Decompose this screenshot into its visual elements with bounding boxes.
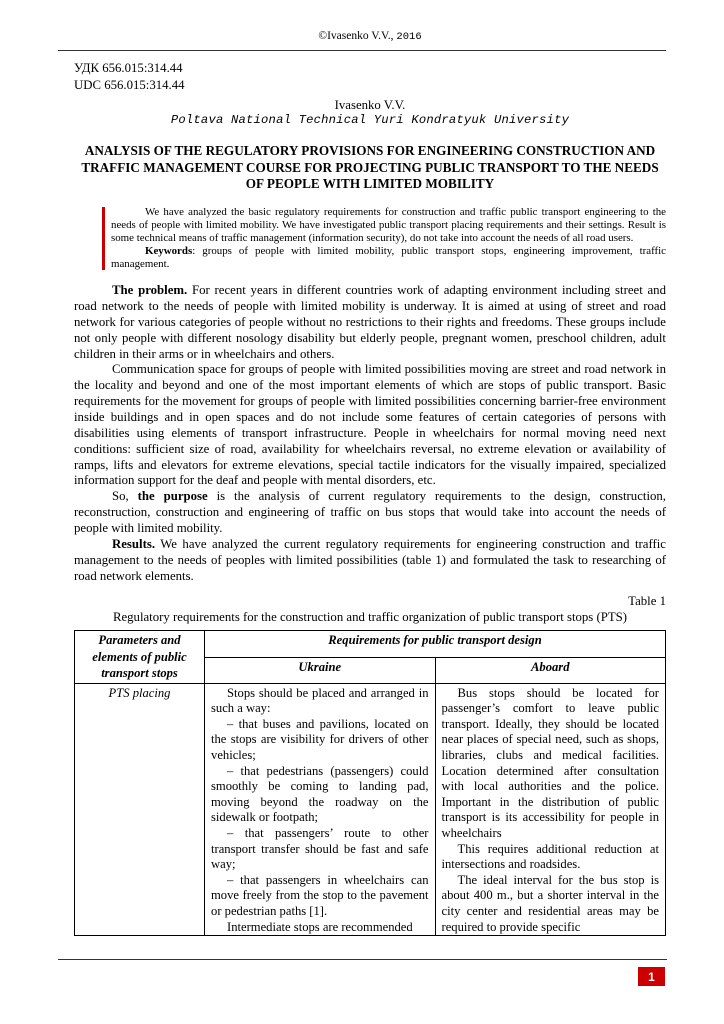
header-divider <box>58 50 666 51</box>
table-caption: Regulatory requirements for the construction and traffic organization of public transport stops (PTS) <box>112 610 628 625</box>
ukraine-paragraph: – that pedestrians (passengers) could smoothly be coming to landing pad, moving beyond the roadway on the sidewalk or footpath; <box>211 763 429 825</box>
col-header-parameters: Parameters and elements of public transport stops <box>75 631 205 683</box>
col-header-ukraine: Ukraine <box>205 657 435 683</box>
keywords-text: : groups of people with limited mobility, public transport stops, engineering improvement, traffic management. <box>111 244 666 271</box>
ukraine-paragraph: Intermediate stops are recommended <box>227 919 413 934</box>
problem-text: For recent years in different countries work of adapting environment including street and road network to the needs of people with limited mobility is underway. It is aimed at using of street and road network for various categories of people without no restrictions to their rights and freedoms. These groups include not only people with different nosology disability but elderly people, pregnant women, preschool children, adult children in their arms or in wheelchairs and others. <box>74 283 666 361</box>
results-lead: Results. <box>112 536 156 551</box>
communication-paragraph: Communication space for groups of people with limited possibilities moving are street and road network in the locality and beyond and one of the most important elements of which are stops of public transport. Basic requirements for the movement for groups of people with limited possibilities concerning barrier-free environment inside buildings and in open spaces and do not include some features of certain categories of persons with disabilities using elements of transport infrastructure. People in wheelchairs for normal moving need next conditions: sufficient size of road, availability for wheelchairs reversal, no extreme elevation or availability of ramps, lifts and elevators for extreme elevations, special tactile indicators for the visually impaired, specialized information support for the deaf and people with mental disorders, etc. <box>74 362 666 488</box>
affiliation: Poltava National Technical Yuri Kondratyuk University <box>170 113 570 128</box>
requirements-table <box>74 630 666 936</box>
problem-paragraph <box>74 283 666 362</box>
aboard-paragraph: The ideal interval for the bus stop is about 400 m., but a shorter interval in the city center and residential areas may be required to provide specific <box>441 872 659 934</box>
abstract-text: We have analyzed the basic regulatory requirements for construction and traffic public transport engineering to the needs of people with limited mobility. We have investigated public transport placing requirements and their settings. Result is some technical means of traffic management (information security), do not take into account the needs of all road users. <box>111 205 666 244</box>
ukraine-paragraph: – that passengers in wheelchairs can move freely from the stop to the pavement or pedestrian paths [1]. <box>211 872 429 919</box>
aboard-paragraph: Bus stops should be located for passenger’s comfort to leave public transport. Ideally, they should be located near places of special need, such as shops, libraries, clubs and medical facilities. Location determined after consultation with local authorities and the police. Important in the distribution of public transport is its accessibility for people in wheelchairs <box>441 685 659 841</box>
classification-block <box>74 60 666 93</box>
aboard-paragraph: This requires additional reduction at intersections and roadsides. <box>441 841 659 872</box>
udc-line: UDC 656.015:314.44 <box>74 77 185 92</box>
purpose-text: is the analysis of current regulatory requirements to the design, construction, reconstruction, construction and engineering of traffic on bus stops that would take into account the needs of people with limited mobility. <box>74 489 666 536</box>
results-text: We have analyzed the current regulatory requirements for engineering construction and traffic management to the needs of peoples with limited possibilities (table 1) and formulated the task to researching of road network elements. <box>74 536 666 583</box>
col-header-requirements: Requirements for public transport design <box>205 631 666 657</box>
page-footer <box>0 959 724 1024</box>
udk-line: УДК 656.015:314.44 <box>74 61 183 75</box>
ukraine-cell <box>205 683 435 936</box>
ukraine-paragraph: Stops should be placed and arranged in such a way: <box>211 685 429 716</box>
footer-divider <box>58 959 667 960</box>
col-header-aboard: Aboard <box>435 657 666 683</box>
paper-title: ANALYSIS OF THE REGULATORY PROVISIONS FOR ENGINEERING CONSTRUCTION AND TRAFFIC MANAGEMENT COURSE FOR PROJECTING PUBLIC TRANSPORT TO THE NEEDS OF PEOPLE WITH LIMITED MOBILITY <box>81 143 659 192</box>
purpose-pre: So, <box>112 489 138 504</box>
table-label: Table 1 <box>628 594 666 609</box>
purpose-paragraph <box>74 489 666 537</box>
copyright-line <box>74 30 666 43</box>
keywords-label: Keywords <box>145 244 193 257</box>
ukraine-paragraph: – that passengers’ route to other transport transfer should be fast and safe way; <box>211 826 429 872</box>
abstract-block <box>102 206 666 271</box>
keywords-line <box>111 245 666 271</box>
problem-lead: The problem. <box>112 283 188 298</box>
param-cell: PTS placing <box>75 683 205 936</box>
table-row-pts-placing <box>75 683 666 936</box>
page-number-badge: 1 <box>638 967 665 986</box>
ukraine-paragraph: – that buses and pavilions, located on the stops are visibility for drivers of other vehicles; <box>211 716 429 762</box>
table-header-row-1 <box>75 631 666 657</box>
aboard-cell <box>435 683 666 936</box>
author-name: Ivasenko V.V. <box>334 98 406 113</box>
body-text <box>74 283 666 584</box>
copyright-name: ©Ivasenko V.V., <box>318 30 397 42</box>
copyright-year: 2016 <box>396 31 422 43</box>
results-paragraph <box>74 537 666 585</box>
purpose-lead: the purpose <box>137 489 208 504</box>
